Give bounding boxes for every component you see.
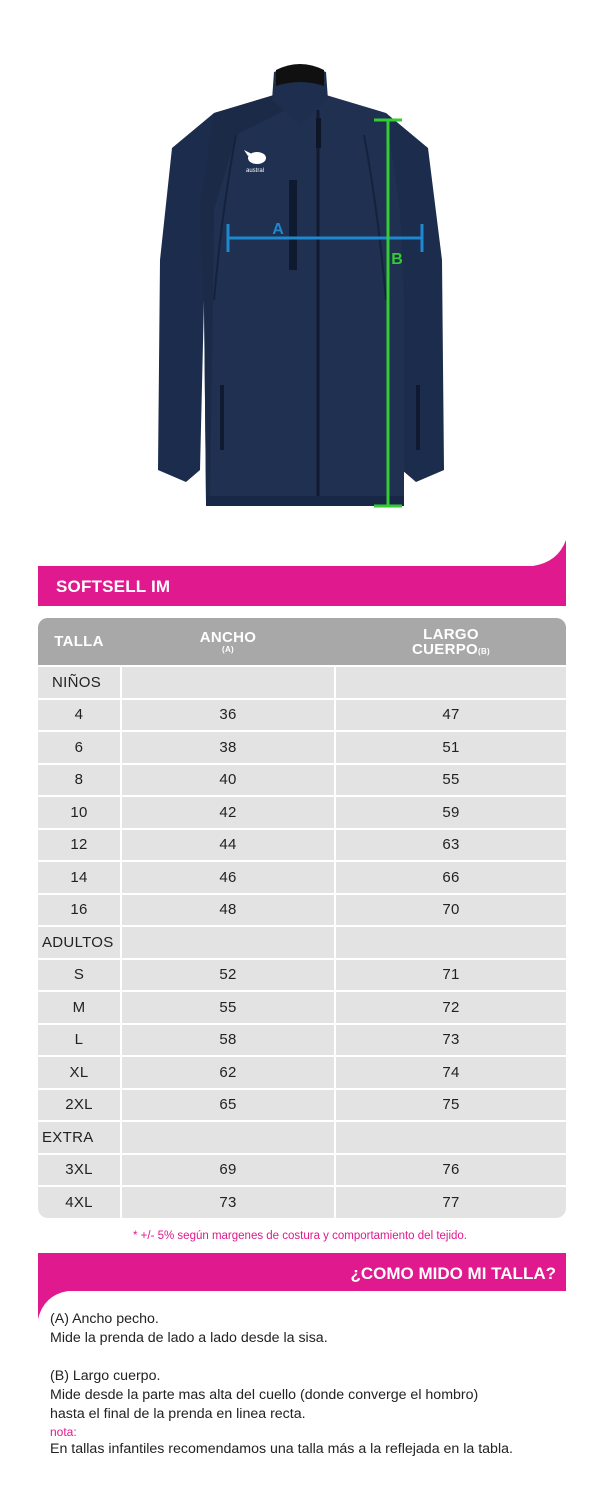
size-cell: XL [38, 1057, 120, 1088]
ancho-cell: 38 [122, 732, 334, 763]
largo-cell: 71 [336, 960, 566, 991]
size-cell: 10 [38, 797, 120, 828]
largo-cell: 73 [336, 1025, 566, 1056]
largo-cell: 59 [336, 797, 566, 828]
size-cell: L [38, 1025, 120, 1056]
jacket-image [0, 0, 600, 540]
instruction-b-text-2: hasta el final de la prenda en linea recta. [50, 1406, 306, 1422]
group-label: NIÑOS [38, 667, 120, 698]
group-empty-cell [122, 927, 334, 958]
table-row [38, 700, 566, 731]
group-empty-cell [336, 927, 566, 958]
largo-cell: 75 [336, 1090, 566, 1121]
largo-cell: 74 [336, 1057, 566, 1088]
table-row [38, 895, 566, 926]
largo-cell: 70 [336, 895, 566, 926]
group-empty-cell [122, 1122, 334, 1153]
ancho-cell: 36 [122, 700, 334, 731]
svg-text:austral: austral [245, 168, 265, 174]
table-row [38, 830, 566, 861]
header-largo: LARGO CUERPO(B) [336, 618, 566, 665]
header-ancho: ANCHO (A) [122, 618, 334, 665]
largo-cell: 77 [336, 1187, 566, 1218]
size-table [38, 618, 566, 1218]
table-row [38, 1187, 566, 1218]
table-header-row [38, 618, 566, 665]
title-banner [38, 540, 566, 606]
group-empty-cell [336, 1122, 566, 1153]
ancho-cell: 48 [122, 895, 334, 926]
table-row [38, 1057, 566, 1088]
largo-cell: 55 [336, 765, 566, 796]
table-row [38, 960, 566, 991]
ancho-cell: 42 [122, 797, 334, 828]
instruction-a-text: Mide la prenda de lado a lado desde la sisa. [50, 1330, 328, 1346]
ancho-cell: 46 [122, 862, 334, 893]
size-cell: 3XL [38, 1155, 120, 1186]
size-cell: 14 [38, 862, 120, 893]
size-cell: 4 [38, 700, 120, 731]
table-row [38, 732, 566, 763]
table-row [38, 992, 566, 1023]
instruction-b-text-1: Mide desde la parte mas alta del cuello (donde converge el hombro) [50, 1387, 479, 1403]
table-row [38, 1025, 566, 1056]
ancho-cell: 40 [122, 765, 334, 796]
ancho-cell: 65 [122, 1090, 334, 1121]
table-row [38, 797, 566, 828]
instruction-a-title: (A) Ancho pecho. [50, 1311, 159, 1327]
group-empty-cell [336, 667, 566, 698]
table-group-row [38, 1122, 566, 1153]
size-cell: 16 [38, 895, 120, 926]
table-row [38, 765, 566, 796]
group-label: ADULTOS [38, 927, 120, 958]
header-talla: TALLA [38, 618, 120, 665]
table-row [38, 1155, 566, 1186]
size-cell: S [38, 960, 120, 991]
measure-a-label: A [272, 221, 284, 238]
ancho-cell: 55 [122, 992, 334, 1023]
ancho-cell: 62 [122, 1057, 334, 1088]
tolerance-note: * +/- 5% según margenes de costura y comportamiento del tejido. [133, 1230, 467, 1242]
nota-text: En tallas infantiles recomendamos una talla más a la reflejada en la tabla. [50, 1441, 513, 1457]
largo-cell: 47 [336, 700, 566, 731]
ancho-cell: 52 [122, 960, 334, 991]
table-group-row [38, 667, 566, 698]
instruction-b-title: (B) Largo cuerpo. [50, 1368, 161, 1384]
ancho-cell: 58 [122, 1025, 334, 1056]
largo-cell: 51 [336, 732, 566, 763]
ancho-cell: 44 [122, 830, 334, 861]
size-cell: M [38, 992, 120, 1023]
instructions [50, 1310, 570, 1459]
howto-title: ¿COMO MIDO MI TALLA? [350, 1264, 556, 1283]
ancho-cell: 73 [122, 1187, 334, 1218]
group-label: EXTRA [38, 1122, 120, 1153]
size-cell: 12 [38, 830, 120, 861]
table-row [38, 862, 566, 893]
size-cell: 8 [38, 765, 120, 796]
page-title: SOFTSELL IM [56, 577, 171, 596]
ancho-cell: 69 [122, 1155, 334, 1186]
largo-cell: 66 [336, 862, 566, 893]
jacket-illustration [0, 0, 600, 540]
table-group-row [38, 927, 566, 958]
nota-label: nota: [50, 1425, 77, 1439]
size-cell: 6 [38, 732, 120, 763]
largo-cell: 63 [336, 830, 566, 861]
measure-b-label: B [391, 251, 403, 268]
size-cell: 4XL [38, 1187, 120, 1218]
largo-cell: 76 [336, 1155, 566, 1186]
largo-cell: 72 [336, 992, 566, 1023]
size-cell: 2XL [38, 1090, 120, 1121]
table-row [38, 1090, 566, 1121]
group-empty-cell [122, 667, 334, 698]
